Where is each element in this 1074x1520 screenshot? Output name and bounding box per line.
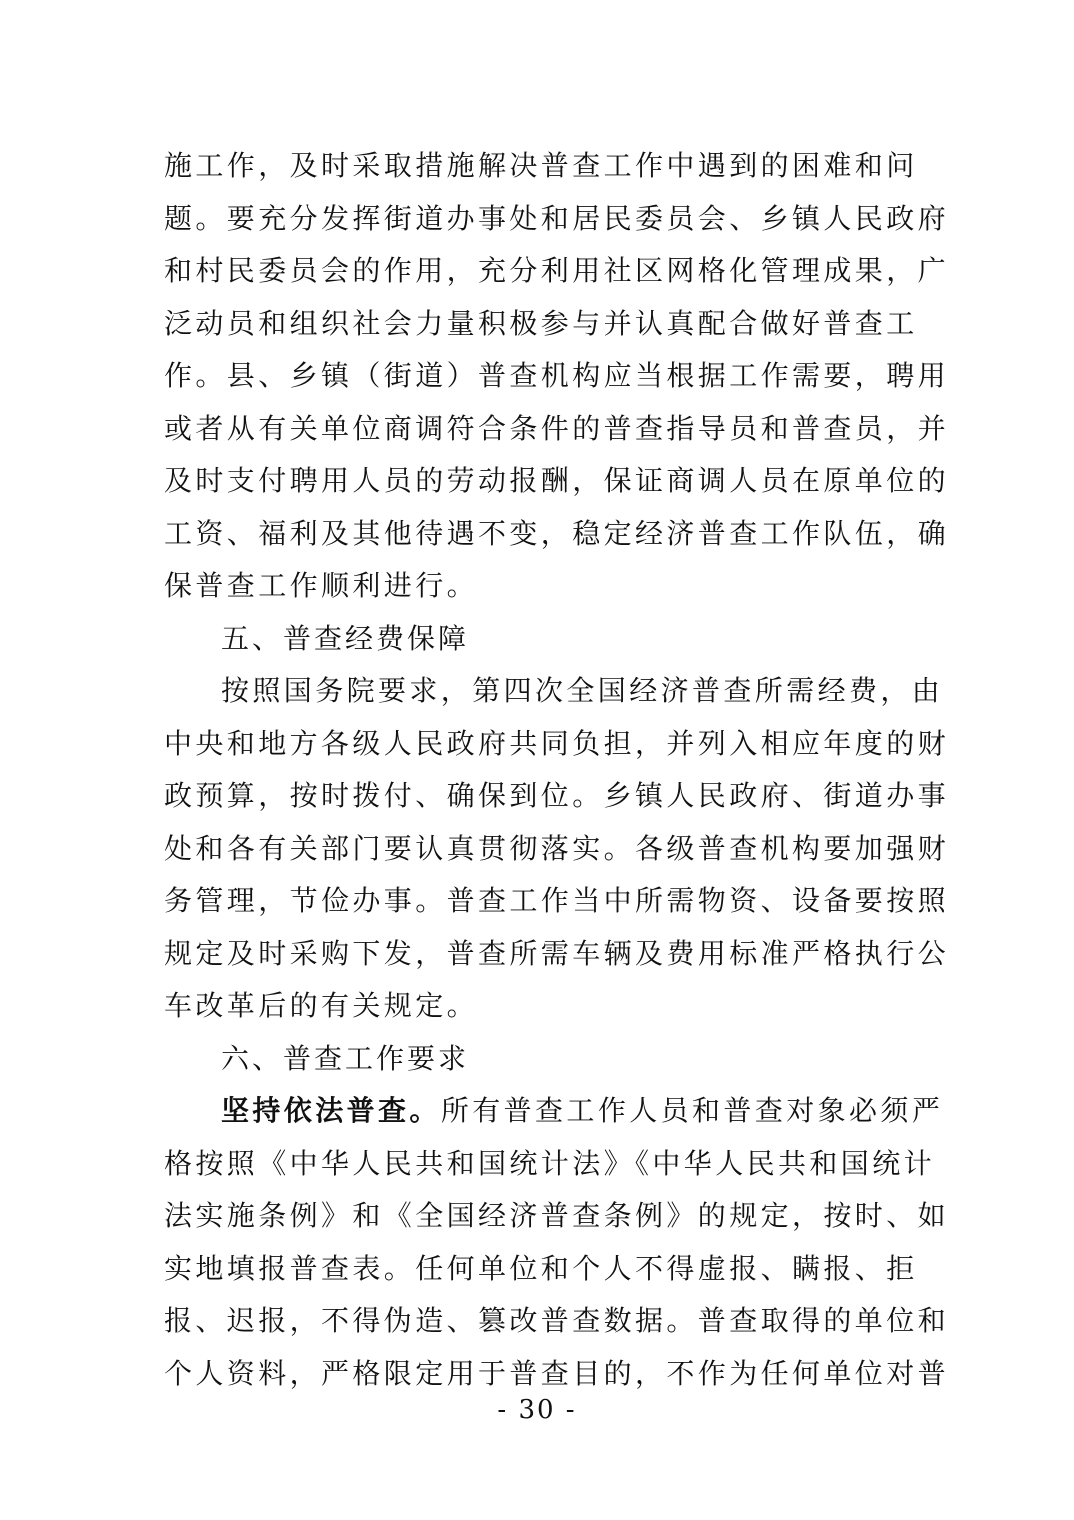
body-text <box>164 140 950 1400</box>
text-line: 泛动员和组织社会力量积极参与并认真配合做好普查工 <box>164 306 918 340</box>
text-line: 法实施条例》和《全国经济普查条例》的规定，按时、如 <box>164 1199 950 1232</box>
text-line: 及时支付聘用人员的劳动报酬，保证商调人员在原单位的 <box>164 464 950 497</box>
text-line: 实地填报普查表。任何单位和个人不得虚报、瞒报、拒 <box>164 1251 918 1285</box>
bold-lead-phrase: 坚持依法普查。 <box>221 1094 441 1127</box>
text-line: 务管理，节俭办事。普查工作当中所需物资、设备要按照 <box>164 884 950 917</box>
text-line: 格按照《中华人民共和国统计法》《中华人民共和国统计 <box>164 1146 936 1180</box>
text-line: 和村民委员会的作用，充分利用社区网格化管理成果，广 <box>164 254 950 287</box>
text-line: 工资、福利及其他待遇不变，稳定经济普查工作队伍，确 <box>164 516 950 550</box>
page-number: - 30 - <box>497 1395 577 1425</box>
text-line: 施工作，及时采取措施解决普查工作中遇到的困难和问 <box>164 149 918 182</box>
text-line: 规定及时采购下发，普查所需车辆及费用标准严格执行公 <box>164 936 950 970</box>
lead-line-rest: 所有普查工作人员和普查对象必须严 <box>440 1094 944 1127</box>
text-line: 中央和地方各级人民政府共同负担，并列入相应年度的财 <box>164 726 950 760</box>
text-line: 个人资料，严格限定用于普查目的，不作为任何单位对普 <box>164 1356 950 1390</box>
text-line: 处和各有关部门要认真贯彻落实。各级普查机构要加强财 <box>164 831 950 865</box>
text-line: 报、迟报，不得伪造、篡改普查数据。普查取得的单位和 <box>164 1304 950 1337</box>
text-line: 或者从有关单位商调符合条件的普查指导员和普查员，并 <box>164 411 950 445</box>
text-line <box>164 1085 944 1138</box>
section-heading-6: 六、普查工作要求 <box>221 1041 470 1075</box>
text-line: 保普查工作顺利进行。 <box>164 569 479 602</box>
text-line: 题。要充分发挥街道办事处和居民委员会、乡镇人民政府 <box>164 201 950 235</box>
text-line: 作。县、乡镇（街道）普查机构应当根据工作需要，聘用 <box>164 359 950 392</box>
text-line: 按照国务院要求，第四次全国经济普查所需经费，由 <box>221 674 944 707</box>
text-line: 车改革后的有关规定。 <box>164 989 479 1022</box>
section-heading-5: 五、普查经费保障 <box>221 621 470 655</box>
text-line: 政预算，按时拨付、确保到位。乡镇人民政府、街道办事 <box>164 779 950 812</box>
